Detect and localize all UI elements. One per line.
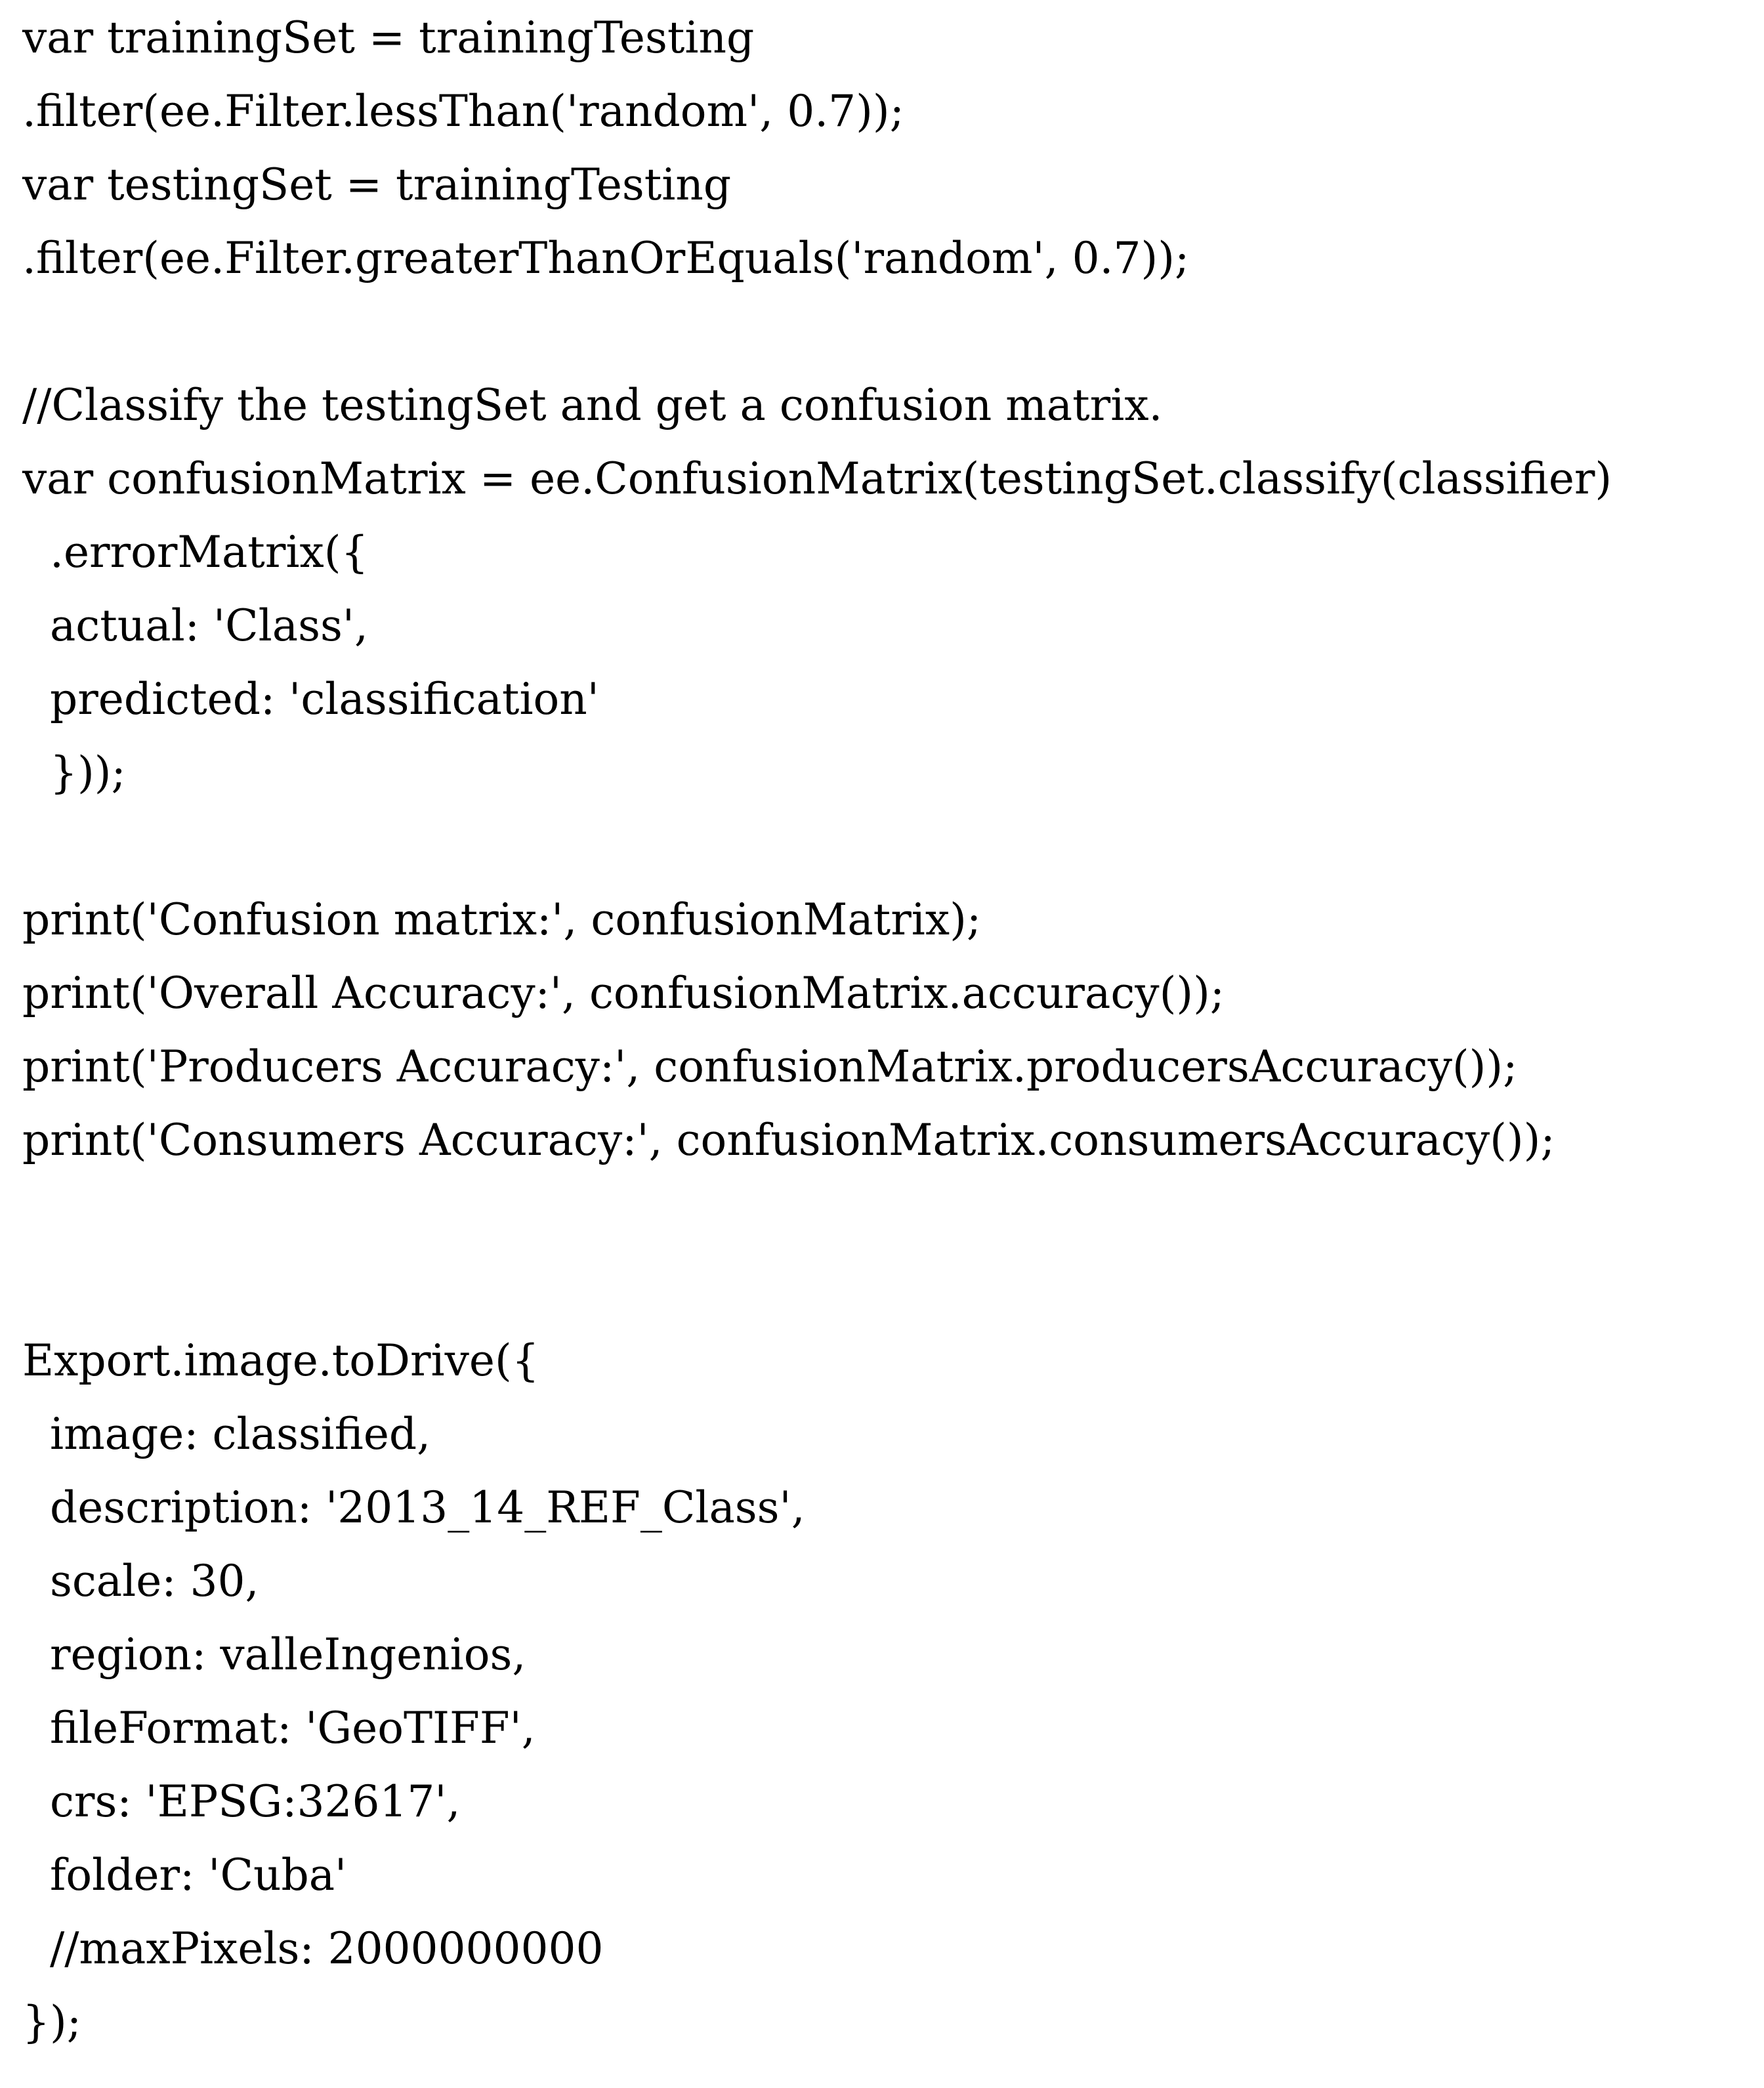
code-line-16: print('Consumers Accuracy:', confusionMatrix.consumersAccuracy()); [22,1115,1555,1165]
code-line-14: print('Overall Accuracy:', confusionMatrix.accuracy()); [22,968,1225,1018]
code-line-7: var confusionMatrix = ee.ConfusionMatrix(testingSet.classify(classifier) [22,453,1612,504]
code-line-2: .filter(ee.Filter.lessThan('random', 0.7)); [22,86,904,136]
code-line-20: image: classified, [22,1409,431,1459]
code-line-23: region: valleIngenios, [22,1629,526,1680]
code-line-15: print('Producers Accuracy:', confusionMatrix.producersAccuracy()); [22,1041,1518,1092]
code-line-24: fileFormat: 'GeoTIFF', [22,1703,536,1753]
code-line-1: var trainingSet = trainingTesting [22,12,755,63]
code-line-6: //Classify the testingSet and get a confusion matrix. [22,380,1163,430]
code-line-25: crs: 'EPSG:32617', [22,1776,461,1827]
code-line-10: predicted: 'classification' [22,674,599,724]
code-line-3: var testingSet = trainingTesting [22,159,732,210]
code-line-22: scale: 30, [22,1556,259,1606]
code-line-13: print('Confusion matrix:', confusionMatrix); [22,894,982,945]
code-line-19: Export.image.toDrive({ [22,1335,539,1386]
code-line-8: .errorMatrix({ [22,527,369,577]
code-line-26: folder: 'Cuba' [22,1850,347,1900]
code-line-11: })); [22,747,126,798]
code-line-28: }); [22,1997,81,2047]
code-line-21: description: '2013_14_REF_Class', [22,1482,805,1533]
code-line-4: .filter(ee.Filter.greaterThanOrEquals('random', 0.7)); [22,233,1190,283]
code-line-27: //maxPixels: 2000000000 [22,1923,604,1974]
code-line-9: actual: 'Class', [22,600,368,651]
